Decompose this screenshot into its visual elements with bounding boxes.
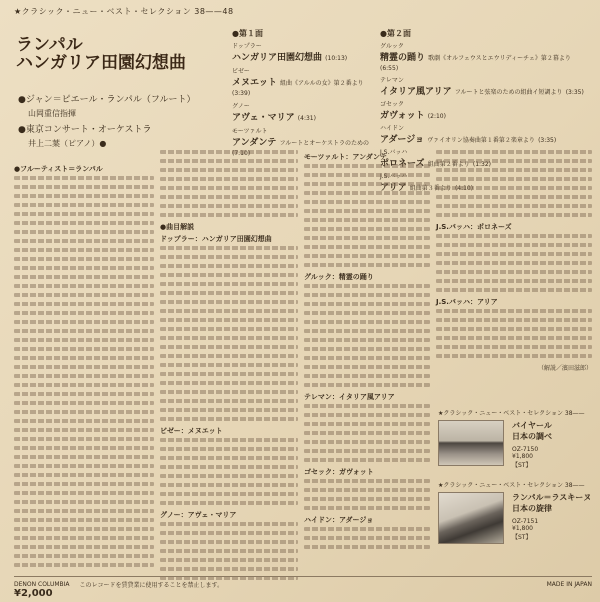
liner-notes-column-1 [14,162,154,572]
track-time: (1:32) [472,161,492,168]
track-time: (2:10) [427,113,446,120]
section-heading: テレマン：イタリア風アリア [304,393,395,401]
track-description: 組曲第３番より [409,185,452,192]
track-composer: ゴセック [380,101,405,108]
track-composer: J.S.バッハ [380,173,408,180]
track-item [232,41,382,63]
track-description: 組曲《アルルの女》第２番より [279,80,364,87]
retail-price: ¥2,000 [14,588,53,599]
track-time: (3:35) [538,137,557,144]
track-composer: ドップラー [232,43,262,50]
album-title: ハンガリア田園幻想曲 [16,53,186,73]
track-item [380,41,592,73]
section-heading: ハイドン：アダージョ [304,516,374,524]
liner-notes-column-2 [160,150,298,585]
credit-soloist: ●ジャン＝ピエール・ランパル（フルート） [18,95,196,105]
track-item [380,99,592,121]
track-composer: グルック [380,43,404,50]
liner-notes-column-4 [436,150,592,372]
signature: （解説／濱田滋郎） [537,365,592,372]
track-description: 歌劇《オルフェウスとエウリディーチェ》第２幕より [428,55,571,62]
track-item [380,75,592,97]
ad-stereo-tag: 【ST】 [512,462,532,469]
track-time: (7:10) [232,150,251,157]
track-title: ポロネーズ [380,159,425,169]
rental-notice: このレコードを賃貸業に使用することを禁止します。 [79,582,224,589]
section-heading: ●曲目解説 [160,223,195,231]
liner-notes-column-3 [304,150,430,554]
ad-catalog-code: OZ-7150 [512,446,539,453]
ad-title-album: 日本の旋律 [512,504,552,513]
track-title: アダージョ [380,135,425,145]
ad-title-artist: バイヤール [512,421,552,430]
track-description: フルートと弦楽のための組曲イ短調より [454,89,563,96]
track-title: イタリア風アリア [380,87,452,97]
track-composer: ビゼー [232,68,250,75]
track-title: ハンガリア田園幻想曲 [232,53,323,63]
track-description: ヴァイオリン協奏曲第１番第２楽章より [427,137,535,144]
track-description: 組曲第２番より [427,161,470,168]
label-code: DENON COLUMBIA [14,581,70,588]
track-time: (10:13) [325,55,348,62]
section-heading: J.S.バッハ：アリア [436,298,498,306]
section-heading: グノー：アヴェ・マリア [160,511,237,519]
section-heading: ドップラー：ハンガリア田園幻想曲 [160,235,272,243]
track-item [232,66,382,98]
side1-heading: ●第１面 [232,29,263,38]
ad-series: ★クラシック・ニュー・ベスト・セレクション 38—— [438,482,585,489]
section-heading: ゴセック：ガヴォット [304,468,374,476]
track-composer: J.S.バッハ [380,149,408,156]
track-time: (6:55) [380,65,399,72]
credit-orchestra: ●東京コンサート・オーケストラ [18,125,152,135]
footer [14,576,592,589]
track-time: (4:31) [297,115,316,122]
track-item [232,101,382,123]
ad-title-album: 日本の調べ [512,432,552,441]
track-item [380,123,592,145]
section-heading: J.S.バッハ：ポロネーズ [436,223,512,231]
ad-panel-1 [438,408,594,469]
album-thumbnail [438,420,504,466]
track-time: (3:35) [565,89,584,96]
track-title: メヌエット [232,78,277,88]
side2-heading: ●第２面 [380,29,411,38]
ad-series: ★クラシック・ニュー・ベスト・セレクション 38—— [438,410,585,417]
side1-tracklist [232,28,382,161]
ad-catalog-code: OZ-7151 [512,518,539,525]
ad-stereo-tag: 【ST】 [512,534,532,541]
track-composer: テレマン [380,77,404,84]
track-title: 精霊の踊り [380,53,426,63]
credit-conductor: 山岡重信指揮 [28,109,76,118]
credits-block [18,92,196,149]
ad-title-artist: ランパル＝ラスキーヌ [512,493,592,502]
credit-pianist: 井上二葉（ピアノ）● [28,139,107,148]
track-time: (4:10) [454,185,474,192]
section-heading: モーツァルト：アンダンテ [304,153,387,161]
track-time: (3:39) [232,90,251,97]
album-thumbnail [438,492,504,544]
track-description: フルートとオーケストラのための [279,140,370,147]
track-composer: グノー [232,103,250,110]
section-heading: グルック：精霊の踊り [304,273,374,281]
ad-panel-2 [438,480,594,544]
track-title: アリア [380,183,407,193]
track-composer: ハイドン [380,125,405,132]
track-title: アンダンテ [232,138,277,148]
track-title: ガヴォット [380,111,425,121]
section-heading: ビゼー：メヌエット [160,427,223,435]
album-artist-title: ランパル [16,35,83,55]
made-in-japan: MADE IN JAPAN [546,581,592,588]
ad-price: ¥1,800 [512,453,533,460]
track-composer: モーツァルト [232,128,268,135]
track-title: アヴェ・マリア [232,113,295,123]
section-heading: ●フルーティスト＝ランパル [14,165,103,173]
series-header: ★クラシック・ニュー・ベスト・セレクション 38——48 [14,7,234,16]
ad-price: ¥1,800 [512,525,533,532]
